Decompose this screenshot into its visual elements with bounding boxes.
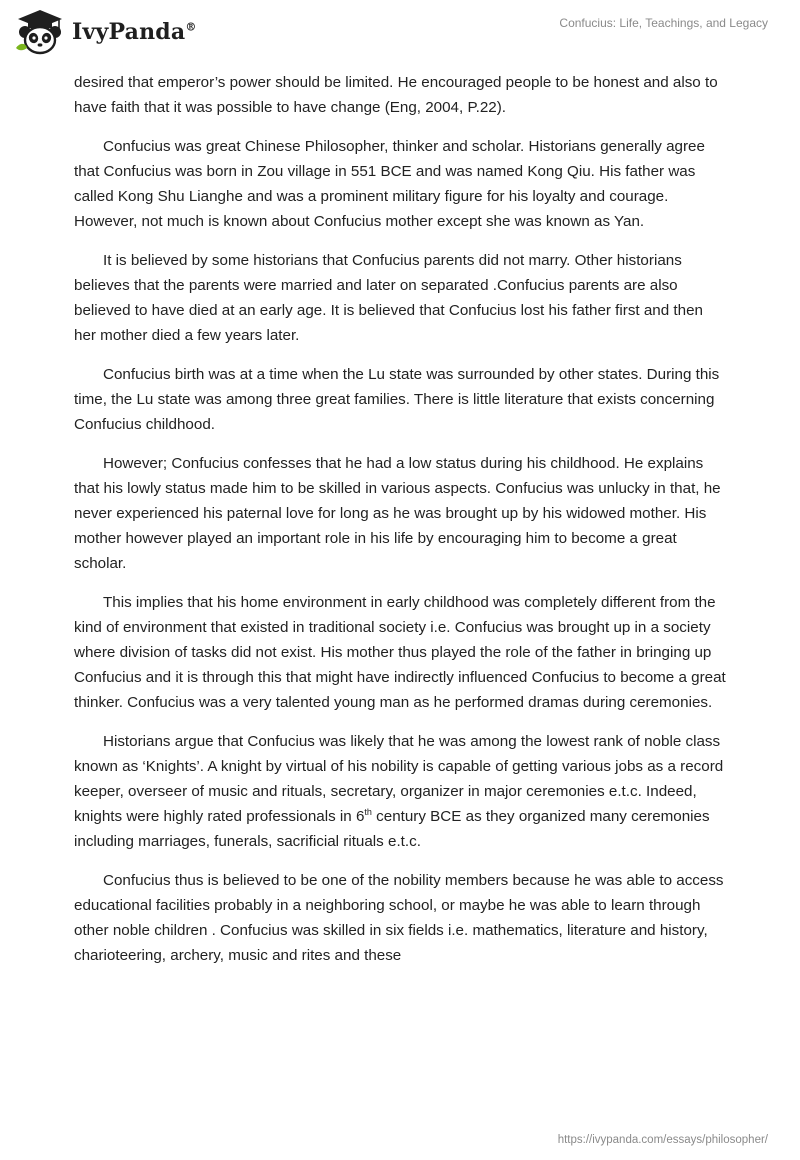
paragraph-text: Historians argue that Confucius was likely that he was among the lowest rank of noble class known as ‘Knights’. A knight by virtual of his nobility is capable of getting various jobs as a record keeper, overseer of music and rituals, secretary, organizer in major ceremonies e.t.c. Indeed, knights were highly rated professionals in 6: [74, 733, 724, 825]
paragraph: Confucius thus is believed to be one of the nobility members because he was able to access educational facilities probably in a neighboring school, or maybe he was able to learn through other noble children . Confucius was skilled in six fields i.e. mathematics, literature and history, charioteering, archery, music and rites and these: [74, 872, 724, 964]
paragraph: However; Confucius confesses that he had a low status during his childhood. He explains that his lowly status made him to be skilled in various aspects. Confucius was unlucky in that, he never experienced his paternal love for long as he was brought up by his widowed mother. His mother however played an important role in his life by encouraging him to become a great scholar.: [74, 455, 721, 572]
ordinal-superscript: th: [364, 806, 372, 817]
page-header: [0, 0, 800, 64]
paragraph: This implies that his home environment in early childhood was completely different from the kind of environment that existed in traditional society i.e. Confucius was brought up in a society where division of tasks did not exist. His mother thus played the role of the father in bringing up Confucius and it is through this that might have indirectly influenced Confucius to become a great thinker. Confucius was a very talented young man as he performed dramas during ceremonies.: [74, 594, 726, 711]
paragraph: Confucius was great Chinese Philosopher, thinker and scholar. Historians generally agree that Confucius was born in Zou village in 551 BCE and was named Kong Qiu. His father was called Kong Shu Lianghe and was a prominent military figure for his loyalty and courage. However, not much is known about Confucius mother except she was known as Yan.: [74, 138, 705, 230]
paragraph-text: century BCE as they organized many ceremonies including marriages, funerals, sacrificial rituals e.t.c.: [74, 808, 710, 850]
source-url[interactable]: https://ivypanda.com/essays/philosopher/: [557, 1134, 768, 1146]
essay-body: [74, 70, 726, 982]
paragraph: Confucius birth was at a time when the Lu state was surrounded by other states. During this time, the Lu state was among three great families. There is little literature that exists concerning Confucius childhood.: [74, 366, 720, 433]
paragraph: desired that emperor’s power should be limited. He encouraged people to be honest and also to have faith that it was possible to have change (Eng, 2004, P.22).: [74, 74, 718, 116]
logo-text: IvyPanda®: [72, 19, 197, 45]
paragraph: [74, 729, 726, 854]
panda-graduate-icon: [14, 8, 66, 56]
paragraph: It is believed by some historians that Confucius parents did not marry. Other historians believes that the parents were married and later on separated .Confucius parents are also believed to have died at an early age. It is believed that Confucius lost his father first and then her mother died a few years later.: [74, 252, 703, 344]
ivypanda-logo[interactable]: [14, 8, 197, 56]
document-title: Confucius: Life, Teachings, and Legacy: [559, 16, 768, 30]
